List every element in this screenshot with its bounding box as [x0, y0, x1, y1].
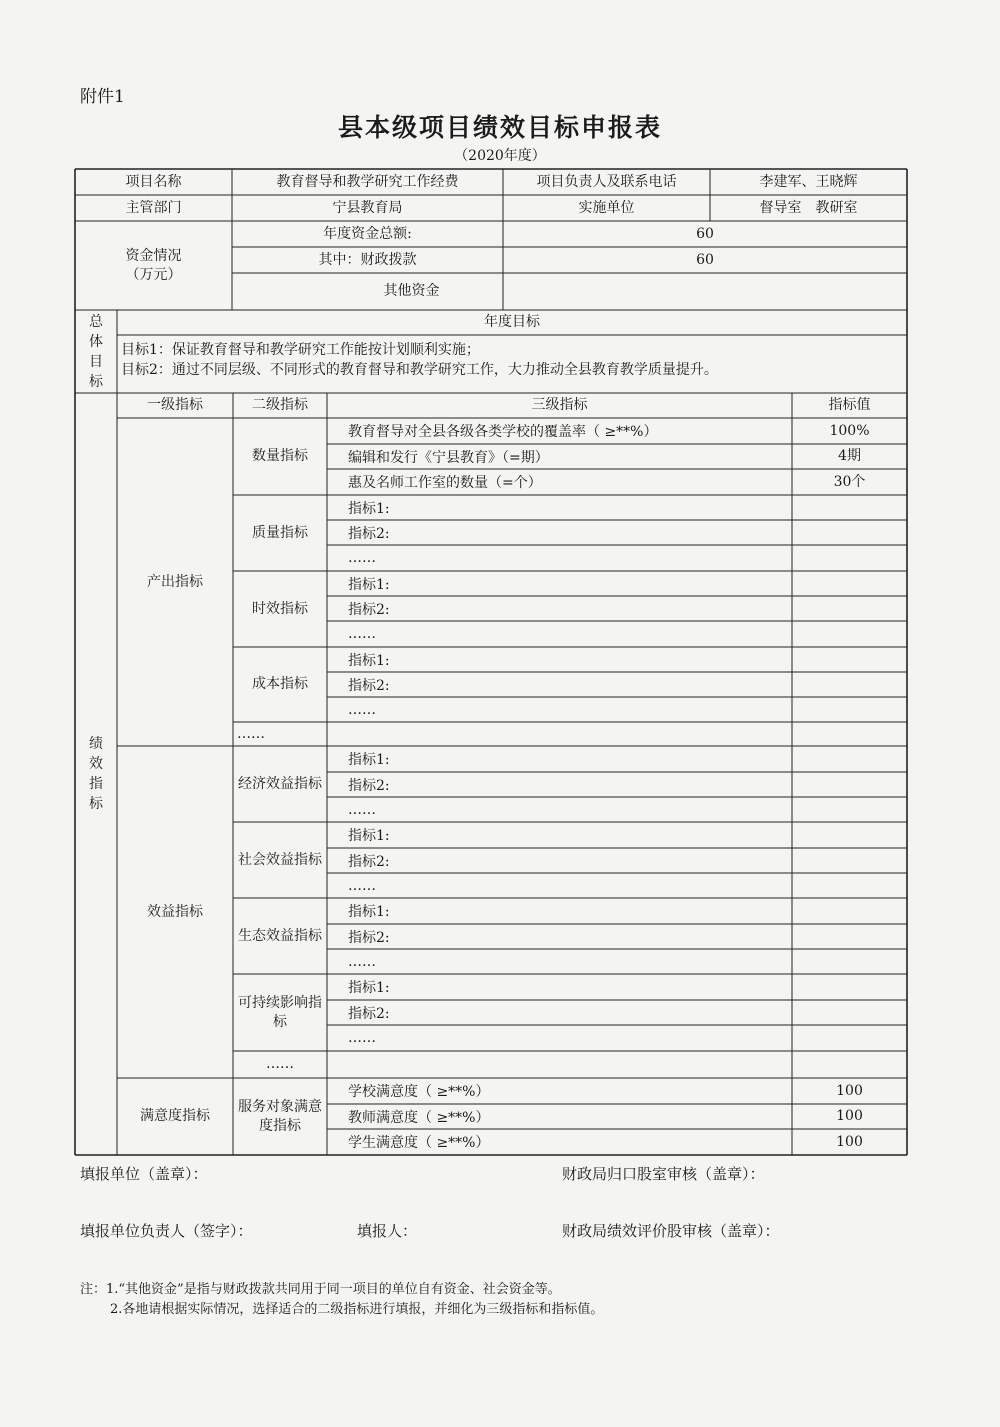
funds-unit: （万元）: [125, 266, 182, 283]
leader-value: 李建军、王晓辉: [759, 173, 858, 190]
sustainable-impact-indicator: 可持续影响指标: [238, 994, 322, 1030]
sat-row-1-name: 学校满意度（ ≥**%）: [348, 1084, 490, 1100]
quality-ellipsis: ……: [348, 550, 376, 566]
project-name-label: 项目名称: [125, 173, 182, 190]
funds-other-value: [503, 273, 907, 310]
econ-ind-1: 指标1:: [348, 752, 390, 768]
dept-label: 主管部门: [125, 199, 182, 216]
annual-target-header: 年度目标: [484, 314, 540, 331]
qty-row-2-name: 编辑和发行《宁县教育》（=期）: [348, 449, 549, 466]
time-ind-2: 指标2:: [348, 601, 390, 618]
social-benefit-indicator: 社会效益指标: [238, 851, 322, 868]
form-year: （2020年度）: [454, 148, 546, 164]
sat-row-2-value: 100: [836, 1108, 863, 1125]
benefit-more-ellipsis: ……: [266, 1056, 294, 1073]
satisfaction-indicator: 满意度指标: [140, 1108, 210, 1125]
funds-label: 资金情况: [125, 247, 182, 264]
funds-total-value: 60: [696, 225, 714, 242]
eco-ellipsis: ……: [348, 953, 376, 970]
social-ind-2: 指标2:: [348, 853, 390, 870]
overall-target-label-cell: [75, 310, 117, 393]
time-ind-1: 指标1:: [348, 576, 390, 593]
funds-other-label: 其他资金: [383, 283, 440, 300]
quantity-indicator: 数量指标: [252, 448, 308, 465]
service-satisfaction-indicator: 服务对象满意度指标: [238, 1098, 322, 1134]
econ-ellipsis: ……: [348, 801, 376, 818]
cost-ind-2: 指标2:: [348, 677, 390, 694]
quality-ind-2: 指标2:: [348, 525, 390, 542]
dept-value: 宁县教育局: [332, 199, 403, 216]
economic-benefit-indicator: 经济效益指标: [238, 775, 322, 792]
sat-row-3-value: 100: [836, 1133, 863, 1150]
attachment-label: 附件1: [80, 87, 125, 107]
funds-fiscal-value: 60: [696, 251, 714, 268]
output-more-ellipsis: ……: [237, 726, 265, 742]
quality-ind-1: 指标1:: [348, 500, 390, 517]
qty-row-3-value: 30个: [833, 473, 866, 490]
cost-ellipsis: ……: [348, 701, 376, 718]
header-value: 指标值: [828, 397, 871, 414]
timeliness-indicator: 时效指标: [252, 600, 308, 617]
finance-perf-review-label: 财政局绩效评价股审核（盖章）：: [562, 1222, 780, 1240]
sat-row-3-name: 学生满意度（ ≥**%）: [348, 1135, 490, 1151]
impl-value: 督导室 教研室: [759, 199, 858, 216]
sustain-ind-2: 指标2:: [348, 1005, 390, 1022]
ecological-benefit-indicator: 生态效益指标: [238, 927, 322, 944]
header-level3: 三级指标: [531, 397, 588, 414]
qty-row-1-value: 100%: [829, 422, 870, 439]
sustain-ellipsis: ……: [348, 1030, 376, 1046]
header-level2: 二级指标: [252, 397, 308, 414]
sustain-ind-1: 指标1:: [348, 980, 390, 996]
time-ellipsis: ……: [348, 626, 376, 642]
cost-ind-1: 指标1:: [348, 652, 390, 669]
eco-ind-2: 指标2:: [348, 929, 390, 946]
sat-row-1-value: 100: [836, 1082, 863, 1099]
cost-indicator: 成本指标: [252, 676, 308, 693]
social-ellipsis: ……: [348, 877, 376, 894]
perf-label-cell: [75, 393, 117, 1155]
goal-1: 目标1：保证教育督导和教学研究工作能按计划顺利实施；: [121, 342, 480, 358]
perf-label: 绩效指标: [89, 736, 103, 812]
impl-label: 实施单位: [578, 199, 635, 216]
quality-indicator: 质量指标: [252, 524, 308, 541]
finance-dept-review-label: 财政局归口股室审核（盖章）：: [562, 1165, 765, 1183]
unit-head-signature-label: 填报单位负责人（签字）：: [80, 1222, 253, 1240]
form-title: 县本级项目绩效目标申报表: [337, 113, 662, 142]
note-2: 2.各地请根据实际情况，选择适合的二级指标进行填报，并细化为三级指标和指标值。: [110, 1302, 604, 1317]
header-level1: 一级指标: [147, 397, 203, 414]
social-ind-1: 指标1:: [348, 828, 390, 844]
sat-row-2-name: 教师满意度（ ≥**%）: [348, 1109, 490, 1126]
note-1: 注：1.“其他资金”是指与财政拨款共同用于同一项目的单位自有资金、社会资金等。: [80, 1282, 561, 1297]
leader-label: 项目负责人及联系电话: [536, 173, 677, 190]
output-indicator: 产出指标: [147, 573, 203, 590]
eco-ind-1: 指标1:: [348, 904, 390, 920]
project-name-value: 教育督导和教学研究工作经费: [276, 173, 459, 190]
funds-fiscal-label: 其中：财政拨款: [318, 251, 417, 268]
qty-row-2-value: 4期: [838, 448, 861, 465]
unit-seal-label: 填报单位（盖章）：: [80, 1165, 208, 1183]
goal-2: 目标2：通过不同层级、不同形式的教育督导和教学研究工作，大力推动全县教育教学质量提升。: [121, 362, 718, 378]
overall-target-label: 总体目标: [89, 313, 103, 390]
filler-label: 填报人：: [357, 1222, 418, 1240]
overall-goals: [121, 340, 718, 380]
benefit-indicator: 效益指标: [147, 903, 203, 920]
funds-total-label: 年度资金总额:: [323, 225, 412, 242]
qty-row-3-name: 惠及名师工作室的数量（=个）: [348, 475, 542, 491]
econ-ind-2: 指标2:: [348, 777, 390, 794]
qty-row-1-name: 教育督导对全县各级各类学校的覆盖率（ ≥**%）: [348, 424, 658, 440]
funds-label-cell: [75, 221, 232, 310]
